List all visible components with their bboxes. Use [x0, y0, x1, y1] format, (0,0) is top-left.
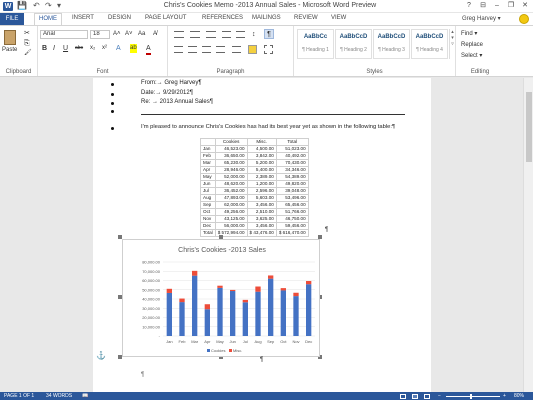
table-cell: 5,603.00	[247, 195, 276, 202]
bar-misc	[192, 271, 197, 276]
style-heading-1[interactable]	[297, 29, 334, 59]
editing-group	[456, 26, 504, 76]
table-row-label: Oct	[201, 209, 216, 216]
shading-icon[interactable]	[248, 45, 257, 54]
table-cell: 59,456.00	[276, 223, 308, 230]
save-icon[interactable]: 💾	[17, 1, 27, 10]
y-tick-label: 70,000.00	[142, 268, 160, 274]
line-spacing-icon[interactable]	[232, 46, 241, 53]
ribbon-tab-bar	[0, 13, 533, 25]
y-tick-label: 50,000.00	[142, 287, 160, 293]
table-cell: 46,750.00	[276, 216, 308, 223]
y-tick-label: 80,000.00	[142, 259, 160, 265]
style-sample: AaBbCcD	[377, 34, 406, 40]
superscript-button[interactable]: x²	[102, 45, 107, 51]
paragraph-mark-bullet	[111, 127, 114, 130]
window-title: Chris's Cookies Memo -2013 Annual Sales - Microsoft Word Preview	[163, 2, 377, 9]
style-name: ¶ Heading 1	[302, 47, 329, 53]
multilevel-list-icon[interactable]	[206, 31, 216, 38]
x-tick-label: Sep	[267, 339, 275, 344]
x-tick-label: Nov	[292, 339, 300, 344]
read-mode-icon[interactable]	[400, 394, 406, 399]
table-cell: 34,346.00	[276, 167, 308, 174]
copy-icon[interactable]: ⎘	[24, 40, 30, 47]
tab-home[interactable]: HOME	[34, 13, 62, 25]
style-heading-4[interactable]	[411, 29, 448, 59]
memo-body: I'm pleased to announce Chris's Cookies has had its best year yet as shown in the following table:¶	[141, 124, 396, 130]
bar-misc	[281, 288, 286, 290]
table-cell: 3,625.00	[247, 216, 276, 223]
table-cell: 53,496.00	[276, 195, 308, 202]
change-case-button[interactable]: Aa	[138, 31, 146, 37]
table-cell: 2,510.00	[247, 209, 276, 216]
table-row	[201, 153, 309, 160]
bar-cookies	[293, 296, 298, 336]
anchor-icon[interactable]: ⚓	[96, 351, 106, 360]
x-tick-label: Apr	[204, 339, 211, 344]
bar-misc	[179, 299, 184, 303]
increase-indent-icon[interactable]	[236, 31, 245, 38]
memo-divider	[141, 114, 405, 115]
y-tick-label: 60,000.00	[142, 278, 160, 283]
bar-cookies	[243, 302, 248, 336]
chart-svg	[123, 240, 321, 358]
tab-page-layout[interactable]: PAGE LAYOUT	[145, 15, 187, 21]
table-row-label: Feb	[201, 153, 216, 160]
legend-swatch	[229, 349, 232, 352]
show-formatting-button[interactable]: ¶	[264, 29, 274, 39]
legend-label: Cookies	[211, 348, 226, 353]
table-row-label: Aug	[201, 195, 216, 202]
proofing-icon[interactable]: 📖	[82, 393, 89, 399]
align-center-icon[interactable]	[188, 46, 197, 53]
table-cell: 56,000.00	[215, 223, 247, 230]
table-row	[201, 146, 309, 153]
bar-misc	[205, 304, 210, 309]
avatar[interactable]	[519, 14, 529, 24]
styles-scroll[interactable]: ▴ ▾ ▿	[449, 29, 455, 59]
zoom-slider-thumb[interactable]	[470, 394, 472, 399]
paragraph-mark-bullet	[111, 110, 114, 113]
tab-references[interactable]: REFERENCES	[202, 15, 244, 21]
sort-icon[interactable]: ↕	[252, 31, 256, 38]
scrollbar-thumb[interactable]	[526, 92, 532, 162]
align-left-icon[interactable]	[174, 46, 183, 53]
print-layout-icon[interactable]	[412, 394, 418, 399]
chart-title: Chris's Cookies -2013 Sales	[178, 247, 266, 254]
table-row	[201, 167, 309, 174]
table-cell: 51,023.00	[276, 146, 308, 153]
bar-cookies	[205, 309, 210, 336]
table-row	[201, 195, 309, 202]
table-cell: 3,456.00	[247, 223, 276, 230]
vertical-scrollbar[interactable]	[523, 78, 533, 392]
bar-cookies	[192, 276, 197, 336]
table-cell: 65,456.00	[276, 202, 308, 209]
table-cell: 2,596.00	[247, 188, 276, 195]
bar-cookies	[217, 288, 222, 336]
style-sample: AaBbCcD	[339, 34, 368, 40]
table-row	[201, 181, 309, 188]
word-count[interactable]: 34 WORDS	[46, 393, 73, 399]
zoom-level[interactable]: 80%	[514, 393, 525, 399]
table-row-label: Jun	[201, 181, 216, 188]
font-color-button[interactable]: A	[146, 44, 151, 55]
highlight-button[interactable]: ab	[130, 45, 137, 51]
replace-button[interactable]: Replace	[461, 42, 484, 48]
memo-from: From:→ Greg Harvey¶	[141, 80, 202, 86]
clear-formatting-button[interactable]: A̸	[153, 31, 158, 37]
bar-cookies	[179, 302, 184, 336]
page-count[interactable]: PAGE 1 OF 1	[4, 393, 35, 399]
x-tick-label: Aug	[254, 339, 262, 344]
underline-button[interactable]: U	[63, 45, 69, 52]
bar-misc	[306, 281, 311, 284]
bar-cookies	[230, 291, 235, 336]
table-row-label: Dec	[201, 223, 216, 230]
y-tick-label: -	[158, 333, 160, 339]
table-cell: 52,000.00	[215, 174, 247, 181]
zoom-out-icon[interactable]: −	[438, 393, 441, 399]
table-cell: 3,842.00	[247, 153, 276, 160]
table-row	[201, 188, 309, 195]
font-group	[38, 26, 168, 76]
paste-icon[interactable]	[4, 30, 16, 45]
table-cell: 2,389.00	[247, 174, 276, 181]
styles-group	[294, 26, 456, 76]
table-cell: 36,650.00	[215, 153, 247, 160]
decrease-indent-icon[interactable]	[222, 31, 231, 38]
bar-misc	[293, 293, 298, 296]
x-tick-label: May	[216, 339, 224, 344]
x-tick-label: Jan	[166, 339, 173, 344]
grow-font-button[interactable]: A˄	[113, 31, 121, 37]
legend-swatch	[207, 349, 210, 352]
table-row	[201, 230, 309, 237]
bullets-icon[interactable]	[174, 31, 184, 38]
font-size-input[interactable]: 18	[90, 30, 110, 39]
strikethrough-button[interactable]: abc	[75, 45, 84, 51]
table-row-label: Jul	[201, 188, 216, 195]
align-right-icon[interactable]	[202, 46, 211, 53]
table-cell: 49,820.00	[276, 181, 308, 188]
style-name: ¶ Heading 2	[340, 47, 367, 53]
bar-misc	[268, 275, 273, 278]
paragraph-mark-bullet	[111, 102, 114, 105]
final-pilcrow: ¶	[141, 372, 145, 378]
tab-file[interactable]: FILE	[0, 13, 24, 25]
table-cell: 5,400.00	[247, 167, 276, 174]
bar-cookies	[167, 293, 172, 336]
document-page[interactable]	[93, 78, 431, 392]
table-header-cell: Misc.	[247, 139, 276, 146]
table-header-cell: Cookies	[215, 139, 247, 146]
bar-misc	[243, 300, 248, 302]
title-bar	[0, 0, 533, 13]
table-cell: 5,200.00	[247, 160, 276, 167]
italic-button[interactable]: I	[53, 45, 55, 52]
pilcrow-after-table: ¶	[325, 227, 329, 233]
table-row-label: Apr	[201, 167, 216, 174]
ribbon-display-options-icon[interactable]: ⊟	[480, 2, 486, 9]
table-header-cell	[201, 139, 216, 146]
tab-design[interactable]: DESIGN	[108, 15, 132, 21]
x-tick-label: Feb	[178, 339, 186, 344]
clipboard-group-label: Clipboard	[5, 69, 32, 75]
close-button[interactable]: ✕	[522, 2, 528, 9]
table-row	[201, 174, 309, 181]
table-cell: 40,492.00	[276, 153, 308, 160]
bar-cookies	[255, 292, 260, 336]
sales-chart[interactable]	[122, 239, 320, 357]
tab-view[interactable]: VIEW	[331, 15, 347, 21]
x-tick-label: Dec	[305, 339, 313, 344]
web-layout-icon[interactable]	[424, 394, 430, 399]
table-cell: 39,048.00	[276, 188, 308, 195]
bar-cookies	[268, 279, 273, 336]
tab-review[interactable]: REVIEW	[294, 15, 318, 21]
undo-icon[interactable]: ↶	[33, 1, 40, 10]
table-row-label: Sep	[201, 202, 216, 209]
restore-button[interactable]: ❐	[507, 2, 515, 9]
table-row-label: Jan	[201, 146, 216, 153]
paragraph-mark-bullet	[111, 93, 114, 96]
zoom-slider[interactable]	[446, 396, 500, 397]
paste-button[interactable]: Paste	[2, 47, 18, 53]
minimize-button[interactable]: –	[495, 2, 499, 9]
bar-misc	[167, 289, 172, 293]
table-header-row	[201, 139, 309, 146]
table-row-label: Mar	[201, 160, 216, 167]
help-icon[interactable]: ?	[467, 2, 471, 9]
word-app-icon[interactable]: W	[4, 3, 12, 10]
bar-misc	[217, 286, 222, 288]
table-cell: 1,200.00	[247, 181, 276, 188]
table-row	[201, 209, 309, 216]
table-row-label: Nov	[201, 216, 216, 223]
table-row	[201, 160, 309, 167]
ribbon-home	[0, 25, 533, 77]
find-button[interactable]: Find ▾	[461, 31, 478, 37]
numbering-icon[interactable]	[190, 31, 200, 38]
table-row	[201, 202, 309, 209]
status-bar	[0, 392, 533, 400]
bar-misc	[255, 287, 260, 292]
y-tick-label: 20,000.00	[142, 315, 160, 320]
x-tick-label: Oct	[280, 339, 287, 344]
table-cell: 47,893.00	[215, 195, 247, 202]
table-cell: $ 572,994.00	[215, 230, 247, 237]
table-cell: 48,620.00	[215, 181, 247, 188]
style-sample: AaBbCcD	[415, 34, 444, 40]
x-tick-label: Jun	[229, 339, 236, 344]
table-cell: 51,766.00	[276, 209, 308, 216]
style-name: ¶ Heading 3	[378, 47, 405, 53]
style-heading-3[interactable]	[373, 29, 410, 59]
shrink-font-button[interactable]: A˅	[125, 31, 133, 37]
table-cell: 70,430.00	[276, 160, 308, 167]
tab-mailings[interactable]: MAILINGS	[252, 15, 281, 21]
table-row-label: May	[201, 174, 216, 181]
table-cell: $ 43,476.00	[247, 230, 276, 237]
y-tick-label: 40,000.00	[142, 296, 160, 302]
table-row-label: Total	[201, 230, 216, 237]
bar-misc	[230, 290, 235, 291]
pilcrow-after-chart: ¶	[260, 357, 264, 363]
select-button[interactable]: Select ▾	[461, 53, 483, 59]
customize-qat-icon[interactable]: ▾	[57, 1, 62, 10]
font-name-input[interactable]: Arial	[40, 30, 88, 39]
justify-icon[interactable]	[216, 46, 225, 53]
table-header-cell: Total	[276, 139, 308, 146]
user-account[interactable]: Greg Harvey ▾	[462, 16, 501, 22]
table-row	[201, 216, 309, 223]
table-cell: 3,456.00	[247, 202, 276, 209]
memo-date: Date:→ 9/29/2012¶	[141, 90, 193, 96]
paragraph-group-label: Paragraph	[216, 69, 245, 75]
editing-group-label: Editing	[470, 69, 490, 75]
zoom-in-icon[interactable]: +	[503, 393, 506, 399]
bold-button[interactable]: B	[42, 45, 48, 52]
bar-cookies	[281, 290, 286, 336]
cut-icon[interactable]: ✂	[24, 30, 30, 37]
table-cell: 62,000.00	[215, 202, 247, 209]
table-cell: 28,946.00	[215, 167, 247, 174]
table-cell: $ 616,470.00	[276, 230, 308, 237]
tab-insert[interactable]: INSERT	[72, 15, 94, 21]
text-effects-button[interactable]: A	[116, 45, 121, 52]
x-tick-label: Jul	[242, 339, 248, 344]
redo-icon[interactable]: ↷	[45, 1, 52, 10]
table-cell: 4,500.00	[247, 146, 276, 153]
legend-label: Misc.	[233, 348, 243, 353]
table-row	[201, 223, 309, 230]
bar-cookies	[306, 284, 311, 336]
x-tick-label: Mar	[191, 339, 199, 344]
table-cell: 49,256.00	[215, 209, 247, 216]
memo-re: Re: → 2013 Annual Sales¶	[141, 99, 213, 105]
borders-icon[interactable]	[264, 45, 273, 54]
format-painter-icon[interactable]: 🖌	[24, 50, 32, 56]
font-group-label: Font	[96, 69, 109, 75]
clipboard-group	[0, 26, 38, 76]
style-heading-2[interactable]	[335, 29, 372, 59]
y-tick-label: 30,000.00	[142, 305, 160, 311]
style-sample: AaBbCc	[303, 34, 328, 40]
table-cell: 65,230.00	[215, 160, 247, 167]
y-tick-label: 10,000.00	[142, 324, 160, 330]
table-cell: 36,452.00	[215, 188, 247, 195]
table-cell: 43,125.00	[215, 216, 247, 223]
styles-group-label: Styles	[366, 69, 383, 75]
paragraph-group	[168, 26, 294, 76]
subscript-button[interactable]: x₂	[90, 45, 96, 51]
sales-table[interactable]	[200, 138, 309, 237]
table-cell: 46,523.00	[215, 146, 247, 153]
paragraph-mark-bullet	[111, 83, 114, 86]
style-name: ¶ Heading 4	[416, 47, 443, 53]
table-cell: 54,389.00	[276, 174, 308, 181]
